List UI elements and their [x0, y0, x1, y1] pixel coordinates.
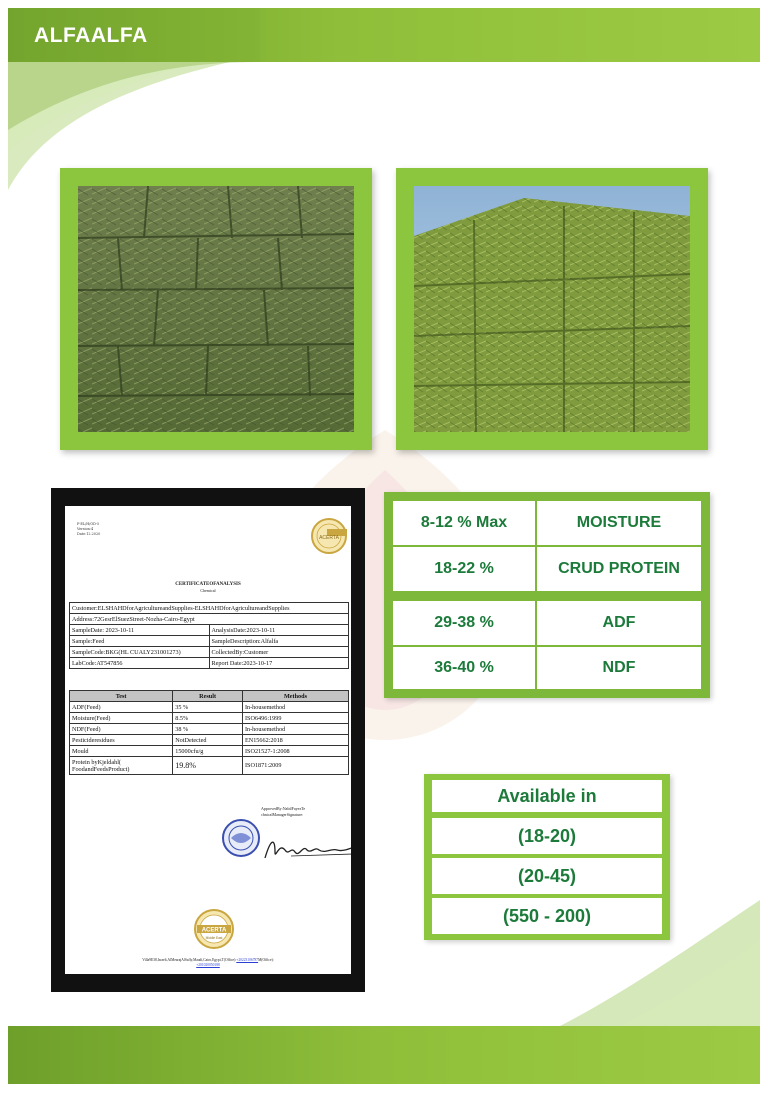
results-row: Protein byKjeldahl( FoodandFeedsProduct) 19.8% ISO1871:2009	[70, 757, 349, 775]
info-row: Address:72GesrElSuezStreet-Nozha-Cairo-Egypt	[70, 614, 349, 625]
stacked-hay-bales-image	[414, 186, 690, 432]
results-row: ADF(Feed) 35 % In-housemethod	[70, 702, 349, 713]
certificate-title: CERTIFICATEOFANALYSIS	[175, 582, 241, 587]
spec-label-protein: CRUD PROTEIN	[537, 547, 701, 591]
info-row: SampleCode:BKG(HL CUALY231001273) CollectedBy:Customer	[70, 647, 349, 658]
spec-label-moisture: MOISTURE	[537, 501, 701, 545]
certificate-info-table	[69, 602, 349, 669]
photo-frame-right	[396, 168, 708, 450]
results-row: Pesticideresidues NotDetected EN15662:2018	[70, 735, 349, 746]
photo-frame-left	[60, 168, 372, 450]
spec-value-protein: 18-22 %	[393, 547, 535, 591]
availability-title: Available in	[432, 780, 662, 812]
mobile-phone-link[interactable]: +201020050188	[196, 963, 220, 967]
results-header-row: Test Result Methods	[70, 691, 349, 702]
availability-size-2: (20-45)	[432, 858, 662, 894]
signature-icon	[261, 832, 351, 866]
availability-size-3: (550 - 200)	[432, 898, 662, 934]
info-row: LabCode:AT547856 Report Date:2023-10-17	[70, 658, 349, 669]
certificate-frame	[51, 488, 365, 992]
acerta-logo-icon	[309, 516, 349, 556]
svg-text:Middle East: Middle East	[205, 936, 223, 940]
svg-text:ACERTA: ACERTA	[319, 535, 339, 541]
spec-label-ndf: NDF	[537, 647, 701, 689]
hay-bales-closeup-image	[78, 186, 354, 432]
certificate-doc-info: F-EL/H/OD-5 Version:4 Date:12.2020	[77, 522, 101, 536]
svg-text:ACERTA: ACERTA	[201, 927, 227, 934]
certificate-footer: Villa9E38,Israelt,AlMearajAlSafly,Maadi,Cairo,Egypt,T(Office):+20223106787M(Office): +201020050188	[142, 958, 274, 967]
spec-value-adf: 29-38 %	[393, 601, 535, 645]
spec-value-moisture: 8-12 % Max	[393, 501, 535, 545]
certificate-subtitle: Chemical	[200, 588, 216, 593]
results-row: NDF(Feed) 38 % In-housemethod	[70, 724, 349, 735]
acerta-bottom-logo-icon	[193, 908, 235, 950]
certificate-approved-by: ApprovedBy:NabilFayezTe chnicalManagerSignature:	[261, 806, 306, 817]
certificate-results-table	[69, 690, 349, 775]
spec-label-adf: ADF	[537, 601, 701, 645]
info-row: Sample:Feed SampleDescription:Alfalfa	[70, 636, 349, 647]
page-title: ALFAALFA	[34, 24, 148, 47]
results-row: Moisture(Feed) 8.5% ISO6496:1999	[70, 713, 349, 724]
results-row: Mould 15000cfu/g ISO21527-1:2008	[70, 746, 349, 757]
footer-band	[8, 1026, 760, 1084]
spec-table	[384, 492, 710, 698]
info-row: SampleDate: 2023-10-11 AnalysisDate:2023-10-11	[70, 625, 349, 636]
office-phone-link[interactable]: +20223106787	[236, 958, 259, 962]
info-row: Customer:ELSHAHDforAgricultureandSupplies-ELSHAHDforAgricultureandSupplies	[70, 603, 349, 614]
certificate-sheet	[65, 506, 351, 974]
spec-value-ndf: 36-40 %	[393, 647, 535, 689]
availability-size-1: (18-20)	[432, 818, 662, 854]
accreditation-seal-icon	[221, 816, 261, 860]
